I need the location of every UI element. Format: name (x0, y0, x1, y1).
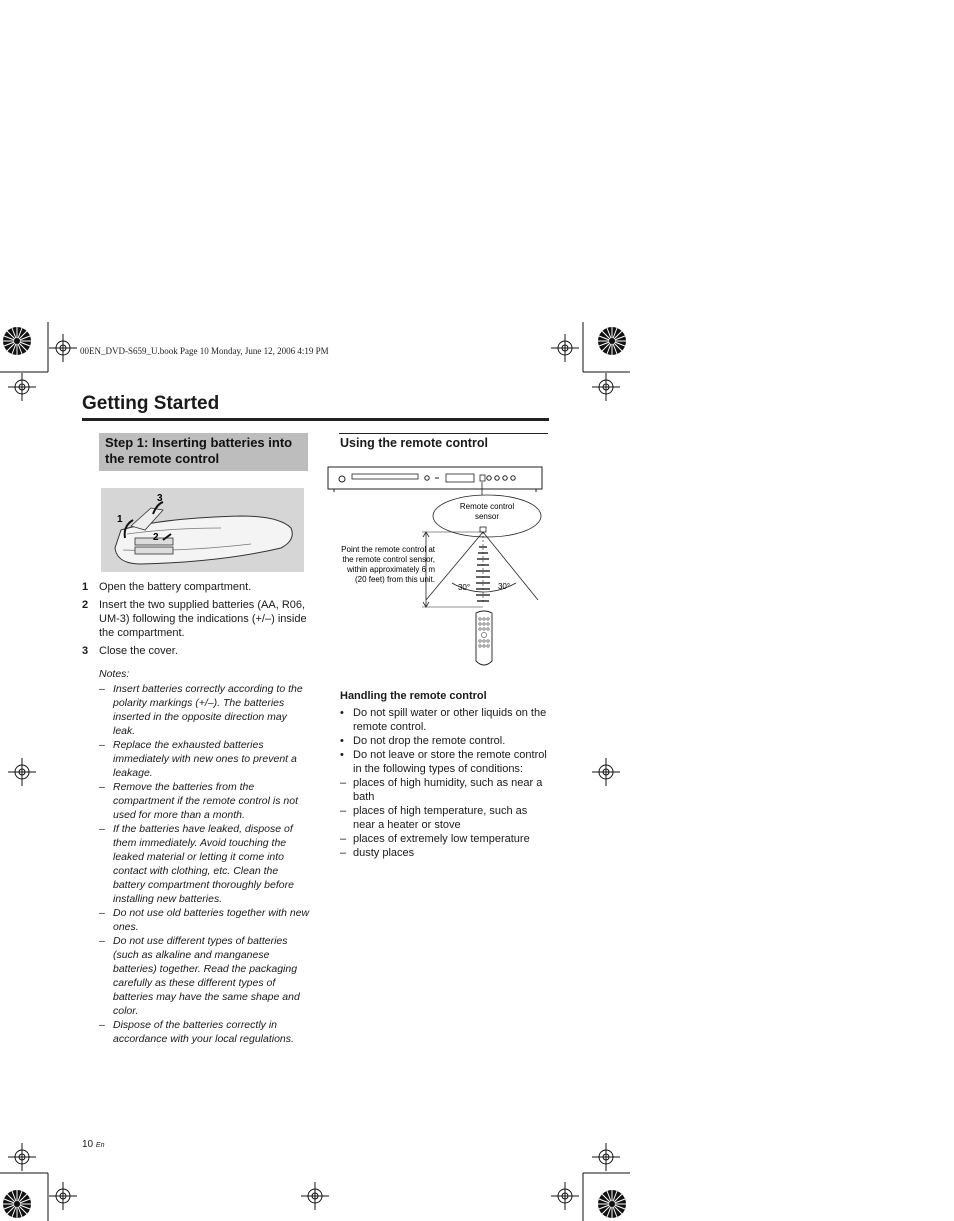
note-item: – Do not use old batteries together with new ones. (99, 907, 310, 933)
note-text: Replace the exhausted batteries immediately with new ones to prevent a leakage. (113, 739, 297, 779)
handling-item (340, 846, 552, 860)
note-item: – Replace the exhausted batteries immediately with new ones to prevent a leakage. (99, 739, 297, 779)
handling-text: places of high temperature, such as near a heater or stove (353, 805, 528, 831)
note-text: Remove the batteries from the compartment if the remote control is not used for more than a month. (113, 781, 298, 821)
battery-figure-label-3: 3 (157, 493, 163, 504)
step-text: Open the battery compartment. (99, 581, 252, 593)
battery-illustration (101, 488, 304, 572)
handling-heading: Handling the remote control (340, 690, 487, 702)
step-heading-box (99, 433, 308, 471)
remote-range-diagram (326, 463, 548, 673)
bullet-mark: • (340, 749, 344, 761)
distance-note-line-2: the remote control sensor, (342, 555, 435, 564)
handling-text: dusty places (353, 847, 415, 859)
remote-control-icon (476, 611, 492, 665)
distance-note-line-4: (20 feet) from this unit. (354, 575, 435, 584)
sensor-label-line-1: Remote control (459, 502, 515, 511)
note-text: Dispose of the batteries correctly in accordance with your local regulations. (113, 1019, 294, 1045)
note-item: – Do not use different types of batteries (such as alkaline and manganese batteries) together. Read the packaging carefully as these different types of batteries may have the same shape and color. (99, 935, 300, 1017)
bullet-mark: • (340, 707, 344, 719)
step-item (82, 580, 312, 594)
handling-item (340, 734, 552, 748)
note-item: – Dispose of the batteries correctly in accordance with your local regulations. (99, 1019, 294, 1045)
page-number (82, 1139, 104, 1150)
page-language: En (95, 1142, 105, 1149)
title-rule (82, 418, 549, 421)
note-item: – Insert batteries correctly according to the polarity markings (+/–). The batteries inserted in the opposite direction may leak. (99, 683, 303, 737)
battery-figure-label-2: 2 (153, 532, 159, 543)
page-title: Getting Started (82, 393, 220, 414)
note-text: Do not use different types of batteries (such as alkaline and manganese batteries) together. Read the packaging carefully as these different types of batteries may have the same shape and color. (113, 935, 300, 1017)
notes-title: Notes: (99, 668, 130, 680)
note-text: Do not use old batteries together with new ones. (113, 907, 310, 933)
note-item: – Remove the batteries from the compartment if the remote control is not used for more than a month. (99, 781, 298, 821)
sensor-label-line-2: sensor (474, 512, 500, 521)
note-text: Insert batteries correctly according to the polarity markings (+/–). The batteries inserted in the opposite direction may leak. (113, 683, 303, 737)
note-text: If the batteries have leaked, dispose of them immediately. Avoid touching the leaked material or letting it come into contact with clothing, etc. Clean the battery compartment thoroughly before installing new batteries. (113, 823, 294, 905)
handling-item (340, 804, 552, 832)
angle-right-label: 30° (497, 582, 511, 591)
notes-section (99, 667, 311, 1046)
step-item (82, 598, 312, 640)
battery-figure-label-1: 1 (117, 514, 123, 525)
distance-note-line-3: within approximately 6 m (346, 565, 435, 574)
handling-text: Do not leave or store the remote control in the following types of conditions: (353, 749, 547, 775)
dash-mark: – (340, 833, 347, 845)
handling-text: places of high humidity, such as near a bath (353, 777, 543, 803)
print-header: 00EN_DVD-S659_U.book Page 10 Monday, June 12, 2006 4:19 PM (80, 346, 329, 356)
handling-section (340, 689, 552, 860)
handling-text: places of extremely low temperature (353, 833, 530, 845)
handling-text: Do not drop the remote control. (353, 735, 506, 747)
bullet-mark: • (340, 735, 344, 747)
step-number: 2 (82, 599, 89, 611)
remote-heading-rule (339, 433, 548, 434)
dash-mark: – (340, 777, 347, 789)
dash-mark: – (340, 805, 347, 817)
note-item: – If the batteries have leaked, dispose of them immediately. Avoid touching the leaked material or letting it come into contact with clothing, etc. Clean the battery compartment thoroughly before installing new batteries. (99, 823, 294, 905)
angle-left-label: 30° (457, 583, 471, 592)
handling-item (340, 776, 552, 804)
handling-item (340, 706, 552, 734)
handling-text: Do not spill water or other liquids on the remote control. (353, 707, 547, 733)
remote-heading: Using the remote control (340, 436, 488, 450)
step-number: 1 (82, 581, 89, 593)
dash-mark: – (340, 847, 347, 859)
step-item (82, 644, 312, 658)
distance-note-line-1: Point the remote control at (341, 545, 435, 554)
battery-figure (101, 488, 304, 572)
page-number-value: 10 (82, 1139, 94, 1150)
handling-item (340, 748, 552, 776)
step-number: 3 (82, 645, 89, 657)
step-list (82, 580, 312, 662)
step-text: Insert the two supplied batteries (AA, R06, UM-3) following the indications (+/–) inside the compartment. (99, 599, 307, 639)
handling-item (340, 832, 552, 846)
step-heading: Step 1: Inserting batteries into the remote control (105, 435, 293, 466)
step-text: Close the cover. (99, 645, 178, 657)
